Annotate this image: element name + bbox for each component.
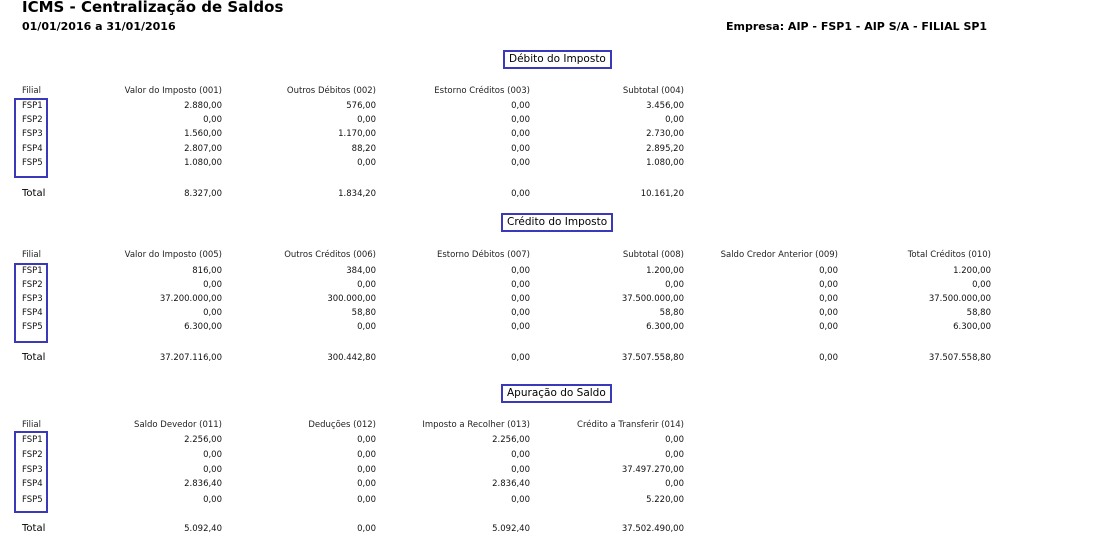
section-title-debito: Débito do Imposto bbox=[503, 50, 612, 69]
filial-cell: FSP2 bbox=[22, 280, 43, 290]
filial-cell: FSP1 bbox=[22, 101, 43, 111]
value-cell: 0,00 bbox=[357, 435, 376, 445]
value-cell: 2.895,20 bbox=[646, 144, 684, 154]
value-cell: 0,00 bbox=[511, 144, 530, 154]
column-header: Crédito a Transferir (014) bbox=[577, 420, 684, 430]
value-cell: 816,00 bbox=[192, 266, 222, 276]
filial-cell: FSP5 bbox=[22, 322, 43, 332]
value-cell: 0,00 bbox=[665, 435, 684, 445]
value-cell: 58,80 bbox=[659, 308, 684, 318]
total-cell: 37.502.490,00 bbox=[621, 524, 684, 534]
company-label: Empresa: AIP - FSP1 - AIP S/A - FILIAL SP1 bbox=[726, 20, 988, 33]
filial-header: Filial bbox=[22, 250, 41, 260]
filial-header: Filial bbox=[22, 86, 41, 96]
value-cell: 0,00 bbox=[203, 450, 222, 460]
column-header: Outros Débitos (002) bbox=[286, 86, 376, 96]
value-cell: 0,00 bbox=[203, 308, 222, 318]
value-cell: 0,00 bbox=[511, 101, 530, 111]
value-cell: 0,00 bbox=[511, 294, 530, 304]
value-cell: 2.807,00 bbox=[184, 144, 222, 154]
filial-cell: FSP4 bbox=[22, 308, 43, 318]
value-cell: 58,80 bbox=[351, 308, 376, 318]
column-header: Saldo Credor Anterior (009) bbox=[720, 250, 838, 260]
column-header: Total Créditos (010) bbox=[907, 250, 991, 260]
value-cell: 1.200,00 bbox=[646, 266, 684, 276]
value-cell: 5.220,00 bbox=[646, 495, 684, 505]
filial-cell: FSP2 bbox=[22, 115, 43, 125]
value-cell: 384,00 bbox=[346, 266, 376, 276]
filial-cell: FSP2 bbox=[22, 450, 43, 460]
value-cell: 0,00 bbox=[665, 450, 684, 460]
value-cell: 0,00 bbox=[665, 479, 684, 489]
value-cell: 0,00 bbox=[511, 495, 530, 505]
filial-cell: FSP3 bbox=[22, 129, 43, 139]
value-cell: 2.836,40 bbox=[492, 479, 530, 489]
value-cell: 2.836,40 bbox=[184, 479, 222, 489]
total-cell: 37.207.116,00 bbox=[159, 353, 222, 363]
total-label: Total bbox=[22, 523, 46, 534]
value-cell: 0,00 bbox=[511, 308, 530, 318]
value-cell: 0,00 bbox=[511, 450, 530, 460]
filial-cell: FSP1 bbox=[22, 266, 43, 276]
value-cell: 576,00 bbox=[346, 101, 376, 111]
value-cell: 0,00 bbox=[511, 158, 530, 168]
value-cell: 0,00 bbox=[511, 465, 530, 475]
total-label: Total bbox=[22, 188, 46, 199]
value-cell: 0,00 bbox=[357, 280, 376, 290]
filial-cell: FSP4 bbox=[22, 144, 43, 154]
total-cell: 0,00 bbox=[511, 189, 530, 199]
filial-cell: FSP5 bbox=[22, 495, 43, 505]
column-header: Imposto a Recolher (013) bbox=[422, 420, 530, 430]
section-title-apuracao: Apuração do Saldo bbox=[501, 384, 612, 403]
value-cell: 0,00 bbox=[511, 129, 530, 139]
total-cell: 10.161,20 bbox=[640, 189, 684, 199]
value-cell: 6.300,00 bbox=[953, 322, 991, 332]
value-cell: 2.730,00 bbox=[646, 129, 684, 139]
value-cell: 0,00 bbox=[203, 465, 222, 475]
value-cell: 1.560,00 bbox=[184, 129, 222, 139]
value-cell: 0,00 bbox=[819, 280, 838, 290]
value-cell: 0,00 bbox=[819, 322, 838, 332]
section-title-credito: Crédito do Imposto bbox=[501, 213, 613, 232]
value-cell: 1.170,00 bbox=[338, 129, 376, 139]
value-cell: 0,00 bbox=[511, 322, 530, 332]
filial-cell: FSP4 bbox=[22, 479, 43, 489]
value-cell: 88,20 bbox=[351, 144, 376, 154]
column-header: Saldo Devedor (011) bbox=[134, 420, 222, 430]
total-cell: 0,00 bbox=[511, 353, 530, 363]
value-cell: 0,00 bbox=[511, 115, 530, 125]
column-header: Subtotal (008) bbox=[622, 250, 684, 260]
value-cell: 0,00 bbox=[357, 465, 376, 475]
column-header: Subtotal (004) bbox=[622, 86, 684, 96]
value-cell: 37.200.000,00 bbox=[159, 294, 222, 304]
column-header: Estorno Débitos (007) bbox=[436, 250, 530, 260]
filial-cell: FSP3 bbox=[22, 465, 43, 475]
value-cell: 0,00 bbox=[357, 158, 376, 168]
total-label: Total bbox=[22, 352, 46, 363]
total-cell: 1.834,20 bbox=[338, 189, 376, 199]
value-cell: 0,00 bbox=[511, 280, 530, 290]
value-cell: 58,80 bbox=[966, 308, 991, 318]
value-cell: 0,00 bbox=[357, 495, 376, 505]
filial-cell: FSP1 bbox=[22, 435, 43, 445]
value-cell: 6.300,00 bbox=[184, 322, 222, 332]
value-cell: 0,00 bbox=[972, 280, 991, 290]
column-header: Outros Créditos (006) bbox=[284, 250, 376, 260]
filial-header: Filial bbox=[22, 420, 41, 430]
column-header: Valor do Imposto (005) bbox=[124, 250, 222, 260]
total-cell: 5.092,40 bbox=[184, 524, 222, 534]
value-cell: 0,00 bbox=[357, 479, 376, 489]
value-cell: 0,00 bbox=[511, 266, 530, 276]
value-cell: 0,00 bbox=[665, 280, 684, 290]
value-cell: 0,00 bbox=[357, 322, 376, 332]
total-cell: 0,00 bbox=[357, 524, 376, 534]
report-title: ICMS - Centralização de Saldos bbox=[22, 0, 284, 16]
column-header: Estorno Créditos (003) bbox=[434, 86, 530, 96]
value-cell: 37.500.000,00 bbox=[621, 294, 684, 304]
value-cell: 1.080,00 bbox=[646, 158, 684, 168]
value-cell: 2.256,00 bbox=[492, 435, 530, 445]
filial-cell: FSP3 bbox=[22, 294, 43, 304]
total-cell: 5.092,40 bbox=[492, 524, 530, 534]
value-cell: 1.200,00 bbox=[953, 266, 991, 276]
value-cell: 0,00 bbox=[357, 450, 376, 460]
value-cell: 3.456,00 bbox=[646, 101, 684, 111]
value-cell: 0,00 bbox=[819, 266, 838, 276]
total-cell: 8.327,00 bbox=[184, 189, 222, 199]
value-cell: 2.256,00 bbox=[184, 435, 222, 445]
column-header: Valor do Imposto (001) bbox=[124, 86, 222, 96]
total-cell: 37.507.558,80 bbox=[928, 353, 991, 363]
value-cell: 37.497.270,00 bbox=[621, 465, 684, 475]
column-header: Deduções (012) bbox=[308, 420, 376, 430]
value-cell: 1.080,00 bbox=[184, 158, 222, 168]
total-cell: 0,00 bbox=[819, 353, 838, 363]
value-cell: 0,00 bbox=[665, 115, 684, 125]
total-cell: 37.507.558,80 bbox=[621, 353, 684, 363]
value-cell: 0,00 bbox=[357, 115, 376, 125]
filial-cell: FSP5 bbox=[22, 158, 43, 168]
value-cell: 0,00 bbox=[203, 495, 222, 505]
value-cell: 0,00 bbox=[819, 308, 838, 318]
value-cell: 2.880,00 bbox=[184, 101, 222, 111]
value-cell: 0,00 bbox=[203, 115, 222, 125]
value-cell: 300.000,00 bbox=[327, 294, 376, 304]
report-period: 01/01/2016 a 31/01/2016 bbox=[22, 20, 176, 33]
total-cell: 300.442,80 bbox=[327, 353, 376, 363]
value-cell: 0,00 bbox=[819, 294, 838, 304]
value-cell: 6.300,00 bbox=[646, 322, 684, 332]
value-cell: 37.500.000,00 bbox=[928, 294, 991, 304]
value-cell: 0,00 bbox=[203, 280, 222, 290]
